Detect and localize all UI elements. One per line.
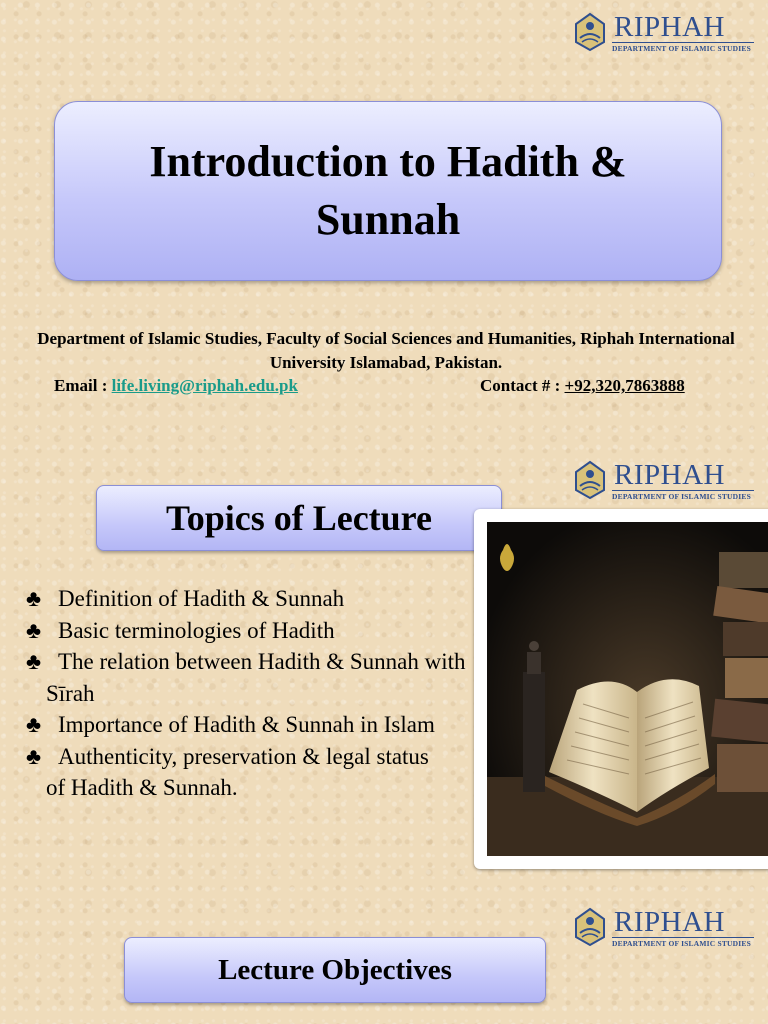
topic-item: ♣ Importance of Hadith & Sunnah in Islam — [26, 709, 476, 741]
department-info: Department of Islamic Studies, Faculty of Social Sciences and Humanities, Riphah International University Islamabad, Pakistan. — [37, 329, 735, 372]
topic-item-continued: of Hadith & Sunnah. — [46, 775, 238, 800]
slide-title-text: Introduction to Hadith & Sunnah — [149, 137, 627, 244]
riphah-emblem-icon — [570, 460, 610, 500]
email-line — [54, 376, 298, 396]
email-label: Email : — [54, 376, 112, 395]
phone-link[interactable]: +92,320,7863888 — [564, 376, 685, 395]
riphah-logo — [570, 460, 754, 502]
brand-name: RIPHAH — [614, 906, 725, 938]
brand-name: RIPHAH — [614, 11, 725, 43]
slide-topics — [0, 448, 768, 878]
riphah-logo — [570, 907, 754, 949]
contact-label: Contact # : — [480, 376, 565, 395]
club-bullet-icon: ♣ — [26, 617, 42, 643]
topic-list — [26, 583, 476, 804]
topic-item: ♣ The relation between Hadith & Sunnah with — [26, 646, 476, 678]
topic-item-continued: Sīrah — [46, 680, 95, 706]
slide-objectives — [0, 895, 768, 1024]
book-image-frame — [474, 509, 768, 869]
brand-department: DEPARTMENT OF ISLAMIC STUDIES — [612, 490, 754, 501]
topic-item: ♣ Basic terminologies of Hadith — [26, 615, 476, 647]
riphah-emblem-icon — [570, 12, 610, 52]
brand-department: DEPARTMENT OF ISLAMIC STUDIES — [612, 42, 754, 53]
brand-name: RIPHAH — [614, 459, 725, 491]
contact-line — [480, 376, 685, 396]
topics-heading: Topics of Lecture — [166, 498, 432, 538]
topic-item: ♣ Authenticity, preservation & legal status — [26, 741, 476, 773]
slide-title — [0, 0, 768, 430]
objectives-heading: Lecture Objectives — [218, 953, 452, 986]
objectives-heading-box — [124, 937, 546, 1003]
topics-heading-box — [96, 485, 502, 551]
riphah-logo — [570, 12, 754, 54]
topic-item: ♣ Definition of Hadith & Sunnah — [26, 583, 476, 615]
title-box — [54, 101, 722, 281]
club-bullet-icon: ♣ — [26, 743, 42, 769]
club-bullet-icon: ♣ — [26, 586, 42, 611]
club-bullet-icon: ♣ — [26, 649, 42, 674]
brand-department: DEPARTMENT OF ISLAMIC STUDIES — [612, 937, 754, 948]
club-bullet-icon: ♣ — [26, 712, 42, 737]
open-book-photo-icon — [487, 522, 768, 856]
riphah-emblem-icon — [570, 907, 610, 947]
email-link[interactable]: life.living@riphah.edu.pk — [111, 376, 298, 395]
